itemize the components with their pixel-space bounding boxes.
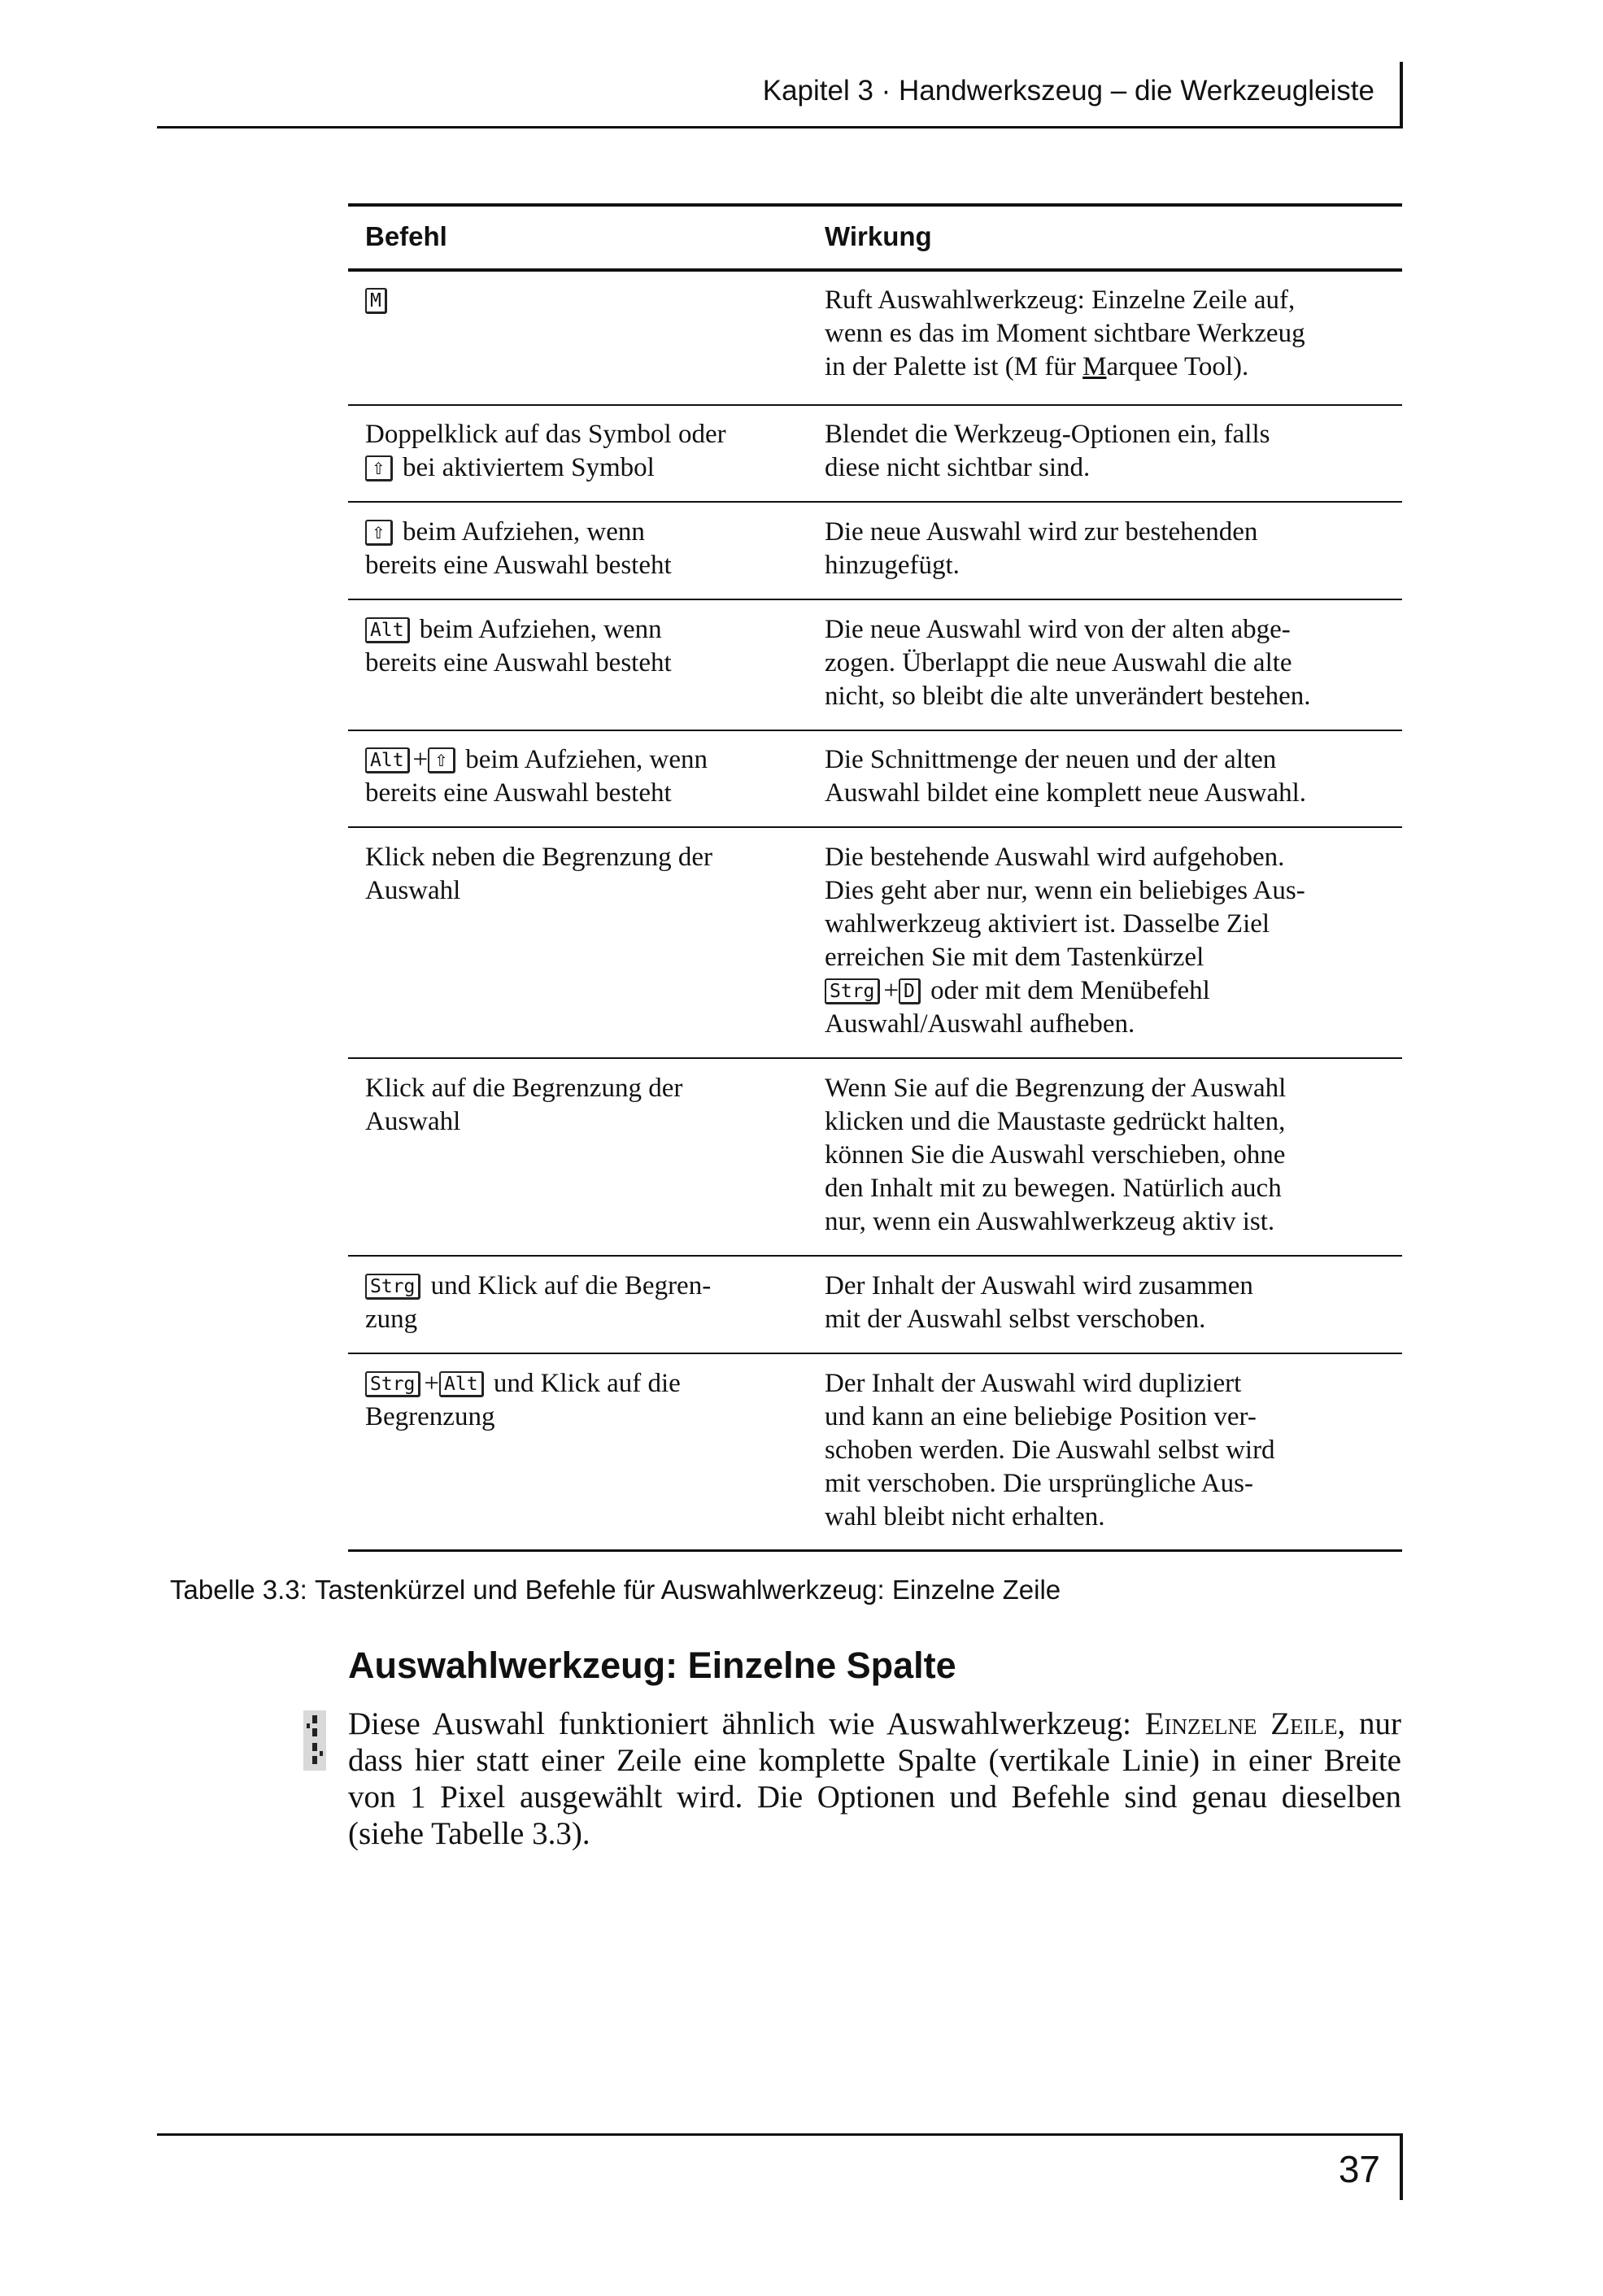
table-cell-effect: Blendet die Werkzeug-Optionen ein, falls diese nicht sichtbar sind.: [825, 420, 1270, 482]
table-cell-effect: Die neue Auswahl wird zur bestehenden hinzugefügt.: [825, 517, 1258, 580]
row-divider: [348, 1255, 1402, 1257]
page-number: 37: [1338, 2148, 1380, 2190]
table-cell-effect: Ruft Auswahlwerkzeug: Einzelne Zeile auf, wenn es das im Moment sichtbare Werkzeug in der Palette ist (M für Marquee Tool).: [825, 285, 1305, 381]
row-divider: [348, 826, 1402, 828]
table-cell-command: Alt + ⇧ beim Aufziehen, wenn bereits eine Auswahl besteht: [365, 745, 708, 808]
shift-key-icon: ⇧: [365, 520, 393, 546]
table-cell-effect: Wenn Sie auf die Begrenzung der Auswahl klicken und die Maustaste gedrückt halten, können Sie die Auswahl verschieben, ohne den Inhalt mit zu bewegen. Natürlich auch nur, wenn ein Auswahlwerkzeug aktiv ist.: [825, 1074, 1287, 1236]
table-top-rule: [348, 203, 1402, 207]
key-alt: Alt: [365, 747, 410, 773]
table-cell-command: Doppelklick auf das Symbol oder ⇧ bei aktiviertem Symbol: [365, 420, 726, 482]
table-cell-command: Strg und Klick auf die Begren- zung: [365, 1271, 712, 1334]
table-cell-command: Klick neben die Begrenzung der Auswahl: [365, 843, 713, 905]
footer-vertical-bar: [1400, 2133, 1403, 2200]
table-cell-command: Klick auf die Begrenzung der Auswahl: [365, 1074, 683, 1136]
table-header-rule: [348, 268, 1402, 272]
key-alt: Alt: [439, 1371, 484, 1397]
row-divider: [348, 501, 1402, 503]
footer-rule: [157, 2133, 1402, 2136]
shift-key-icon: ⇧: [365, 455, 393, 481]
table-cell-command: Alt beim Aufziehen, wenn bereits eine Auswahl besteht: [365, 615, 672, 677]
running-header: Kapitel 3 · Handwerkszeug – die Werkzeugleiste: [762, 75, 1374, 107]
row-divider: [348, 1353, 1402, 1354]
single-column-marquee-icon: [303, 1710, 326, 1771]
table-cell-effect: Der Inhalt der Auswahl wird zusammen mit der Auswahl selbst verschoben.: [825, 1271, 1253, 1334]
key-m: M: [365, 288, 387, 314]
section-title: Auswahlwerkzeug: Einzelne Spalte: [348, 1645, 956, 1686]
table-cell-command: Strg + Alt und Klick auf die Begrenzung: [365, 1369, 681, 1431]
table-cell-command: [365, 284, 804, 317]
column-header-command: Befehl: [365, 221, 447, 251]
table-bottom-rule: [348, 1549, 1402, 1552]
key-d: D: [899, 978, 921, 1004]
row-divider: [348, 599, 1402, 600]
column-header-effect: Wirkung: [825, 221, 932, 251]
row-divider: [348, 1057, 1402, 1059]
key-strg: Strg: [365, 1274, 420, 1300]
section-paragraph: Diese Auswahl funktioniert ähnlich wie Auswahlwerkzeug: Einzelne Zeile, nur dass hier statt einer Zeile eine komplette Spalte (vertikale Linie) in einer Breite von 1 Pixel ausgewählt wird. Die Optionen und Befehle sind genau dieselben (siehe Tabelle 3.3).: [348, 1706, 1401, 1851]
shift-key-icon: ⇧: [428, 747, 455, 773]
header-rule: [157, 126, 1402, 129]
table-cell-effect: Die bestehende Auswahl wird aufgehoben. Dies geht aber nur, wenn ein beliebiges Aus- wahlwerkzeug aktiviert ist. Dasselbe Ziel erreichen Sie mit dem Tastenkürzel Strg + D oder mit dem Menübefehl Auswahl/Auswahl aufheben.: [825, 843, 1305, 1039]
row-divider: [348, 730, 1402, 731]
table-cell-command: ⇧ beim Aufziehen, wenn bereits eine Auswahl besteht: [365, 517, 672, 580]
table-cell-effect: Der Inhalt der Auswahl wird dupliziert und kann an eine beliebige Position ver- schoben werden. Die Auswahl selbst wird mit verschoben. Die ursprüngliche Aus- wahl bleibt nicht erhalten.: [825, 1369, 1275, 1531]
table-cell-effect: Die Schnittmenge der neuen und der alten Auswahl bildet eine komplett neue Auswahl.: [825, 745, 1307, 808]
table-cell-effect: Die neue Auswahl wird von der alten abge- zogen. Überlappt die neue Auswahl die alte nicht, so bleibt die alte unverändert bestehen.: [825, 615, 1311, 711]
key-strg: Strg: [825, 978, 880, 1004]
table-caption: Tabelle 3.3: Tastenkürzel und Befehle für Auswahlwerkzeug: Einzelne Zeile: [170, 1575, 1061, 1605]
header-vertical-bar: [1400, 62, 1403, 129]
row-divider: [348, 404, 1402, 406]
key-alt: Alt: [365, 617, 410, 643]
key-strg: Strg: [365, 1371, 420, 1397]
